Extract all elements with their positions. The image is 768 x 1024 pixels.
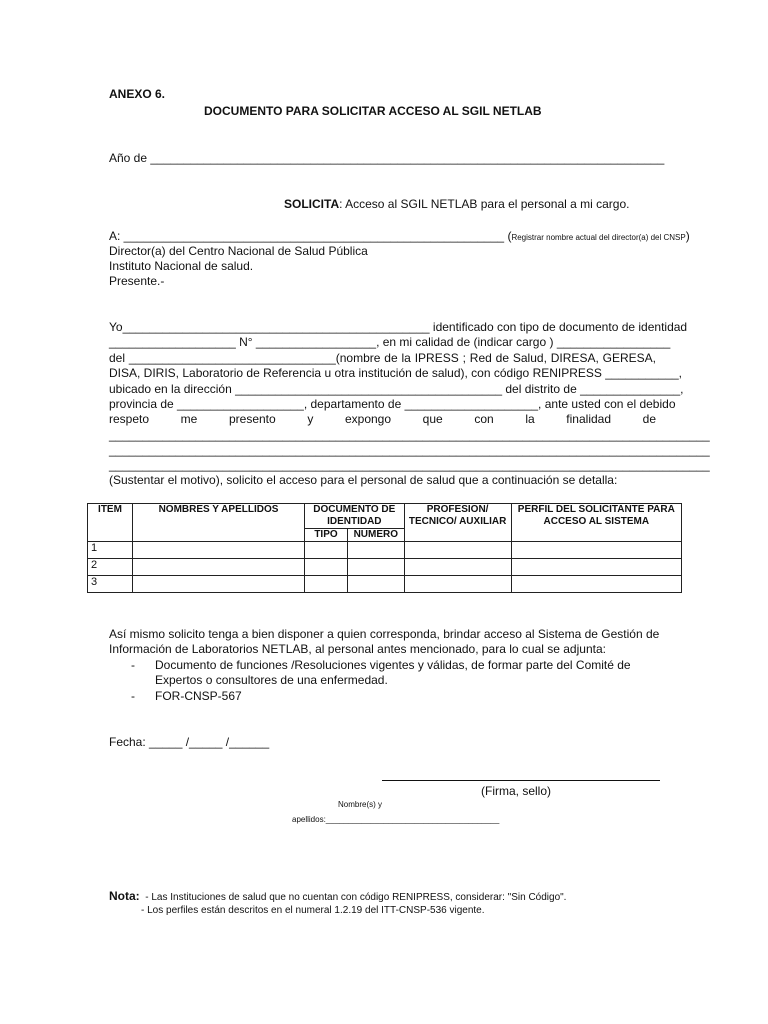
bullet-dash-2: -	[131, 689, 135, 703]
addressee-presente: Presente.-	[109, 274, 165, 288]
row-numero-cell[interactable]	[348, 576, 405, 593]
note-colon: :	[135, 889, 140, 903]
surname-field: apellidos:_______________________________________	[292, 815, 500, 824]
row-item: 2	[88, 559, 133, 576]
addressee-note-open: (	[507, 229, 512, 243]
row-item: 3	[88, 576, 133, 593]
row-perfil-cell[interactable]	[511, 559, 681, 576]
row-numero-cell[interactable]	[348, 559, 405, 576]
table-row	[88, 559, 682, 576]
row-names-cell[interactable]	[133, 576, 305, 593]
document-title: DOCUMENTO PARA SOLICITAR ACCESO AL SGIL NETLAB	[204, 104, 542, 118]
header-numero: NUMERO	[348, 529, 405, 542]
addressee-blank: A: _________________________________________________________	[109, 229, 505, 243]
row-numero-cell[interactable]	[348, 542, 405, 559]
addressee-institution: Instituto Nacional de salud.	[109, 259, 254, 273]
name-label: Nombre(s) y	[338, 800, 383, 809]
note-line-1	[109, 889, 566, 903]
date-field: Fecha: _____ /_____ /______	[109, 735, 270, 749]
row-profession-cell[interactable]	[404, 559, 511, 576]
year-field: Año de _____________________________________________________________________________	[109, 151, 665, 165]
note-label: Nota	[109, 889, 136, 903]
row-profession-cell[interactable]	[404, 542, 511, 559]
solicita-label: SOLICITA	[284, 197, 340, 211]
attachment-item-1: Documento de funciones /Resoluciones vigentes y válidas, de formar parte del Comité de	[155, 658, 631, 672]
header-perfil: PERFIL DEL SOLICITANTE PARA ACCESO AL SISTEMA	[511, 504, 681, 542]
body-blank-line-2: __________________________________________________________________________________________	[109, 443, 710, 457]
addressee-title: Director(a) del Centro Nacional de Salud Pública	[109, 244, 368, 258]
solicita-line	[284, 197, 629, 211]
row-perfil-cell[interactable]	[511, 542, 681, 559]
annex-label: ANEXO 6.	[109, 87, 166, 101]
closing-line-1: Así mismo solicito tenga a bien disponer a quien corresponda, brindar acceso al Sistema de Gestión de	[109, 627, 660, 641]
body-line-5: ubicado en la dirección ________________________________________ del distrito de _______________,	[109, 382, 684, 396]
personnel-table	[87, 503, 682, 593]
addressee-note: Registrar nombre actual del director(a) del CNSP	[511, 233, 686, 242]
body-line-3: del _______________________________(nombre de la IPRESS ; Red de Salud, DIRESA, GERESA,	[109, 351, 656, 365]
bullet-dash-1: -	[131, 658, 135, 672]
addressee-note-close: )	[685, 229, 690, 243]
row-tipo-cell[interactable]	[305, 559, 348, 576]
body-blank-line-1: __________________________________________________________________________________________	[109, 428, 710, 442]
solicita-text: : Acceso al SGIL NETLAB para el personal a mi cargo.	[339, 197, 630, 211]
header-names: NOMBRES Y APELLIDOS	[133, 504, 305, 542]
note-line-2: - Los perfiles están descritos en el numeral 1.2.19 del ITT-CNSP-536 vigente.	[141, 905, 485, 916]
row-profession-cell[interactable]	[404, 576, 511, 593]
row-tipo-cell[interactable]	[305, 542, 348, 559]
body-line-1: Yo______________________________________________ identificado con tipo de documento de identidad	[109, 320, 688, 334]
body-line-2: ___________________ N° __________________, en mi calidad de (indicar cargo ) _________________	[109, 335, 671, 349]
header-profession: PROFESION/ TECNICO/ AUXILIAR	[404, 504, 511, 542]
signature-label: (Firma, sello)	[481, 784, 552, 798]
header-item: ITEM	[88, 504, 133, 542]
body-line-6: provincia de ___________________, departamento de ____________________, ante usted con el debido	[109, 397, 676, 411]
row-names-cell[interactable]	[133, 542, 305, 559]
body-line-4: DISA, DIRIS, Laboratorio de Referencia u otra institución de salud), con código RENIPRESS ___________,	[109, 366, 682, 380]
row-tipo-cell[interactable]	[305, 576, 348, 593]
row-perfil-cell[interactable]	[511, 576, 681, 593]
attachment-item-2: FOR-CNSP-567	[155, 689, 242, 703]
row-item: 1	[88, 542, 133, 559]
addressee-line	[109, 229, 690, 243]
table-row	[88, 576, 682, 593]
header-tipo: TIPO	[305, 529, 348, 542]
body-blank-line-3: __________________________________________________________________________________________	[109, 458, 710, 472]
header-document: DOCUMENTO DE IDENTIDAD	[305, 504, 405, 529]
row-names-cell[interactable]	[133, 559, 305, 576]
table-row	[88, 542, 682, 559]
attachment-item-1-cont: Expertos o consultores de una enfermedad.	[155, 673, 388, 687]
closing-line-2: Información de Laboratorios NETLAB, al personal antes mencionado, para lo cual se adjunta:	[109, 642, 606, 656]
note-text-1: - Las Instituciones de salud que no cuentan con código RENIPRESS, considerar: "Sin Código".	[145, 892, 567, 903]
body-last-line: (Sustentar el motivo), solicito el acceso para el personal de salud que a continuación se detalla:	[109, 473, 618, 487]
body-line-7: respeto me presento y expongo que con la finalidad de	[109, 412, 656, 426]
signature-line	[382, 780, 660, 781]
